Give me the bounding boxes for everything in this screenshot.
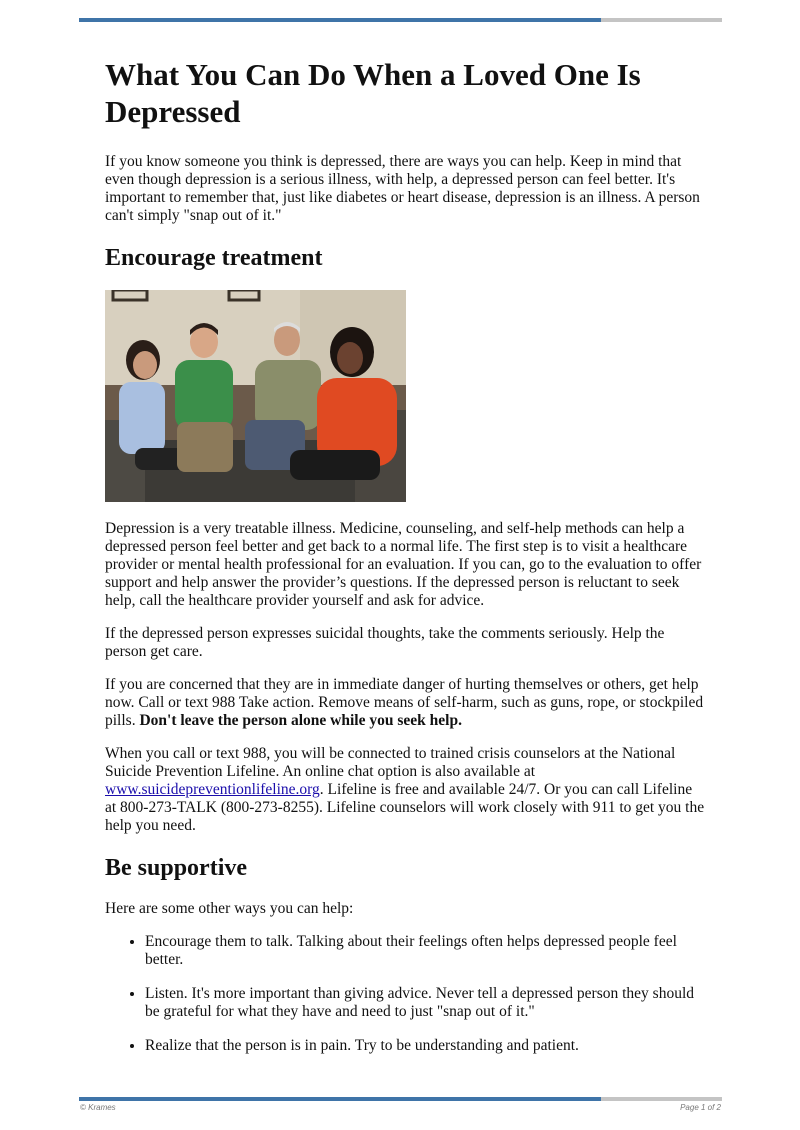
section-heading-be-supportive: Be supportive	[105, 855, 248, 881]
lifeline-link[interactable]: www.suicidepreventionlifeline.org	[105, 781, 320, 798]
footer-copyright: © Krames	[80, 1103, 116, 1112]
footer-rule	[79, 1097, 722, 1101]
list-item: • Realize that the person is in pain. Try to be understanding and patient.	[145, 1037, 705, 1055]
photo-support-group	[105, 290, 406, 502]
footer-page-number: Page 1 of 2	[680, 1103, 721, 1112]
treatment-paragraph-1: Depression is a very treatable illness. Medicine, counseling, and self-help methods can help a depressed person feel better and get back to a normal life. The first step is to visit a healthcare provider or mental health professional for an evaluation. If you can, go to the evaluation to offer support and help answer the provider’s questions. If the depressed person is reluctant to seek help, call the healthcare provider yourself and ask for advice.	[105, 520, 702, 609]
treatment-paragraph-2: If the depressed person expresses suicidal thoughts, take the comments seriously. Help the person get care.	[105, 625, 665, 660]
footer-rule-blue	[79, 1097, 601, 1101]
warning-bold-text: Don't leave the person alone while you seek help.	[139, 712, 462, 729]
treatment-paragraph-4-before: When you call or text 988, you will be connected to trained crisis counselors at the National Suicide Prevention Lifeline. An online chat option is also available at	[105, 745, 676, 780]
intro-paragraph: If you know someone you think is depressed, there are ways you can help. Keep in mind that even though depression is a serious illness, with help, a depressed person can feel better. It's important to remember that, just like diabetes or heart disease, depression is an illness. A person can't simply "snap out of it."	[105, 153, 700, 224]
header-rule-blue	[79, 18, 601, 22]
treatment-paragraph-4	[105, 745, 705, 835]
header-rule	[79, 18, 722, 22]
page-title: What You Can Do When a Loved One Is Depressed	[105, 57, 641, 129]
list-item: • Listen. It's more important than giving advice. Never tell a depressed person they should be grateful for what they have and need to just "snap out of it."	[145, 985, 705, 1021]
treatment-paragraph-3	[105, 676, 705, 730]
photo-illustration	[105, 290, 406, 502]
supportive-list	[105, 933, 705, 1055]
treatment-paragraph-3-text: If you are concerned that they are in immediate danger of hurting themselves or others, get help now. Call or text 988 Take action. Remove means of self-harm, such as guns, rope, or stockpiled pills.	[105, 676, 704, 729]
article	[105, 56, 705, 1071]
supportive-intro: Here are some other ways you can help:	[105, 900, 354, 917]
footer-rule-gray	[601, 1097, 722, 1101]
header-rule-gray	[601, 18, 722, 22]
list-item: • Encourage them to talk. Talking about their feelings often helps depressed people feel better.	[145, 933, 705, 969]
treatment-paragraph-4-after: . Lifeline is free and available 24/7. Or you can call Lifeline at 800-273-TALK (800-273-8255). Lifeline counselors will work closely with 911 to get you the help you need.	[105, 781, 705, 834]
section-heading-encourage-treatment: Encourage treatment	[105, 245, 323, 271]
